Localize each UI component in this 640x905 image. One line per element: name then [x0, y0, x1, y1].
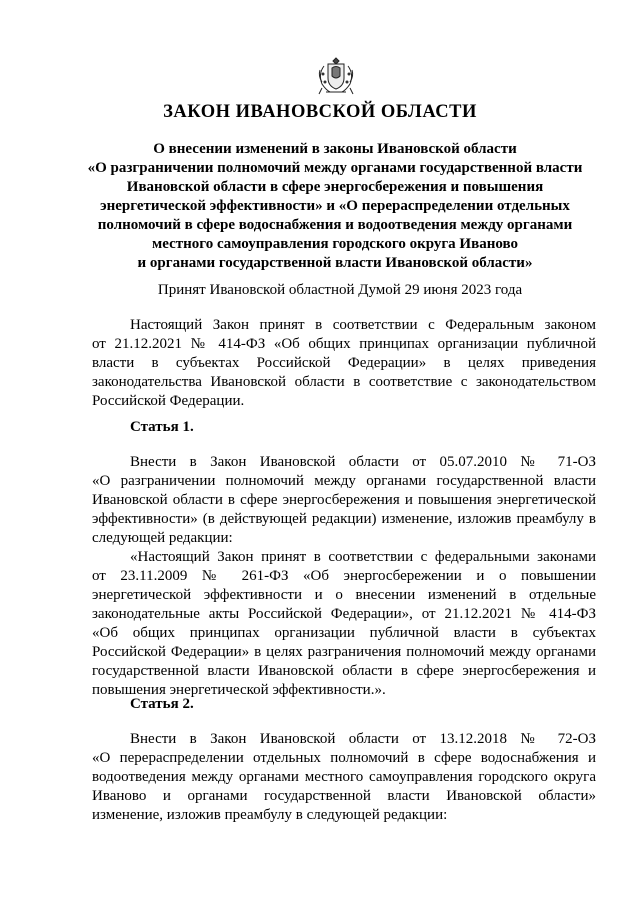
coat-of-arms-icon	[312, 52, 360, 100]
intro-paragraph	[92, 316, 596, 411]
paragraph-line: от 21.12.2021 № 414-ФЗ «Об общих принципах организации публичной	[92, 336, 596, 352]
subtitle-line: О внесении изменений в законы Ивановской области	[153, 141, 517, 157]
paragraph-line: власти в субъектах Российской Федерации» в целях приведения	[92, 355, 596, 371]
subtitle-line: полномочий в сфере водоснабжения и водоотведения между органами	[97, 217, 573, 233]
paragraph-line: повышения энергетической эффективности.».	[92, 682, 386, 698]
paragraph-line: водоотведения между органами местного самоуправления городского округа	[92, 769, 596, 785]
paragraph-line: «Об общих принципах организации публичной власти в субъектах	[92, 625, 596, 641]
paragraph-line: от 23.11.2009 № 261-ФЗ «Об энергосбережении и о повышении	[92, 568, 596, 584]
paragraph-line: Российской Федерации.	[92, 393, 245, 409]
paragraph-line: эффективности» (в действующей редакции) изменение, изложив преамбулу в	[92, 511, 596, 527]
subtitle-line: Ивановской области в сфере энергосбережения и повышения	[126, 179, 544, 195]
subtitle-line: «О разграничении полномочий между органами государственной власти	[87, 160, 583, 176]
paragraph-line: Внести в Закон Ивановской области от 05.07.2010 № 71-ОЗ	[130, 454, 596, 470]
article-2-paragraph-1	[92, 730, 596, 825]
article-1-paragraph-2	[92, 548, 596, 700]
subtitle-line: местного самоуправления городского округа Иваново	[152, 236, 518, 252]
paragraph-line: Российской Федерации» в целях разграничения полномочий между органами	[92, 644, 596, 660]
paragraph-line: следующей редакции:	[92, 530, 233, 546]
article-1-paragraph-1	[92, 453, 596, 548]
paragraph-line: Ивановской области в сфере энергосбережения и повышения энергетической	[92, 492, 596, 508]
paragraph-line: законодательные акты Российской Федерации», от 21.12.2021 № 414-ФЗ	[92, 606, 596, 622]
law-subtitle	[80, 140, 590, 273]
paragraph-line: Иваново и органами государственной власти Ивановской области»	[92, 788, 596, 804]
paragraph-line: изменение, изложив преамбулу в следующей редакции:	[92, 807, 448, 823]
paragraph-line: Внести в Закон Ивановской области от 13.12.2018 № 72-ОЗ	[130, 731, 596, 747]
paragraph-line: «Настоящий Закон принят в соответствии с федеральными законами	[130, 549, 596, 565]
paragraph-line: «О разграничении полномочий между органами государственной власти	[92, 473, 596, 489]
paragraph-line: «О перераспределении отдельных полномочий в сфере водоснабжения и	[92, 750, 596, 766]
subtitle-line: и органами государственной власти Ивановской области»	[137, 255, 533, 271]
paragraph-line: энергетической эффективности и о внесении изменений в отдельные	[92, 587, 596, 603]
law-title: ЗАКОН ИВАНОВСКОЙ ОБЛАСТИ	[163, 102, 477, 122]
paragraph-line: Настоящий Закон принят в соответствии с Федеральным законом	[130, 317, 596, 333]
adoption-note: Принят Ивановской областной Думой 29 июня 2023 года	[157, 282, 523, 298]
article-2-heading: Статья 2.	[130, 696, 194, 712]
subtitle-line: энергетической эффективности» и «О перераспределении отдельных	[100, 198, 570, 214]
article-1-heading: Статья 1.	[130, 419, 194, 435]
paragraph-line: государственной власти Ивановской области в сфере энергосбережения и	[92, 663, 596, 679]
paragraph-line: законодательства Ивановской области в соответствие с законодательством	[92, 374, 596, 390]
